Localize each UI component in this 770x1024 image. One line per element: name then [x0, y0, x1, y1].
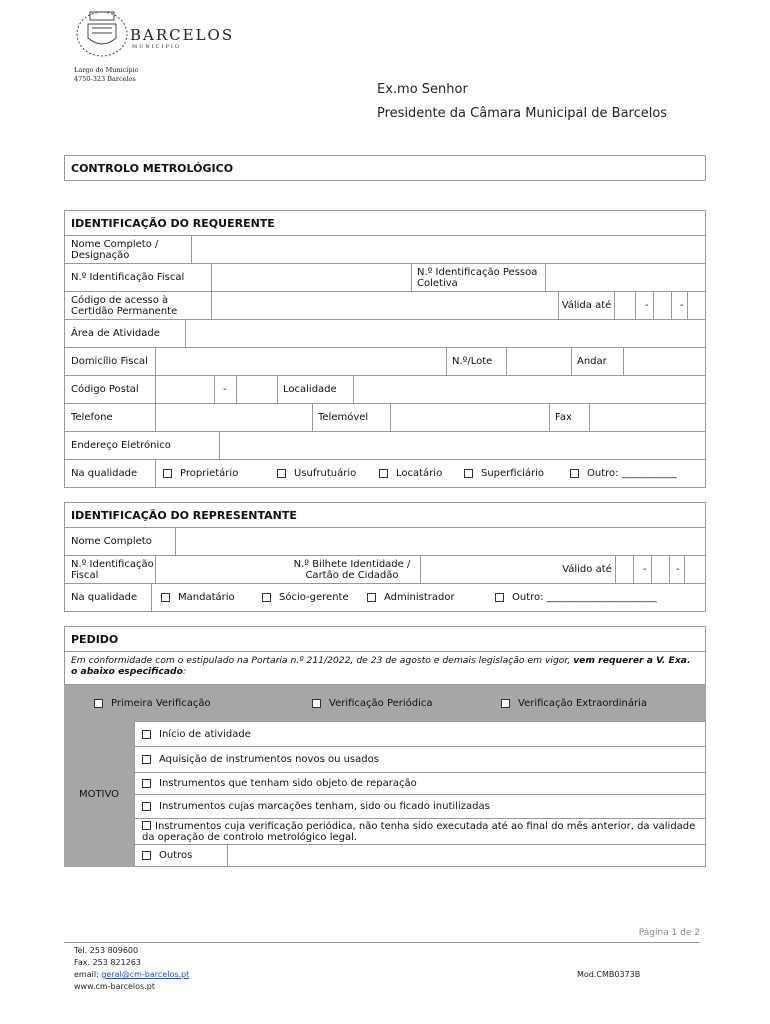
page-number: Página 1 de 2: [638, 928, 700, 938]
footer-tel: Tel. 253 809600: [74, 946, 139, 955]
nome-field[interactable]: [192, 236, 705, 263]
checkbox-icon[interactable]: [163, 469, 172, 478]
motivo-verificacao-periodica-expirada[interactable]: Instrumentos cuja verificação periódica, não tenha sido executada até ao final do mês anterior, da validade da operação de controlo metrológico legal.: [134, 819, 706, 845]
motivo-label: MOTIVO: [64, 721, 134, 867]
rep-bi-field[interactable]: [421, 556, 559, 583]
primeira-verificacao-option[interactable]: Primeira Verificação: [94, 685, 211, 721]
checkbox-icon[interactable]: [142, 779, 151, 788]
rep-socio-gerente-option[interactable]: Sócio-gerente: [256, 584, 349, 611]
form-title: CONTROLO METROLÓGICO: [64, 155, 706, 181]
domicilio-field[interactable]: [156, 348, 446, 375]
checkbox-icon[interactable]: [367, 593, 376, 602]
rep-nif-field[interactable]: [156, 556, 284, 583]
requerente-domicilio-row: [64, 348, 706, 376]
checkbox-icon[interactable]: [501, 699, 510, 708]
checkbox-icon[interactable]: [262, 593, 271, 602]
qualidade-superficiario-option[interactable]: Superficiário: [458, 460, 544, 487]
codigo-acesso-field[interactable]: [212, 292, 558, 319]
logo-subtitle: MUNICÍPIO: [132, 44, 181, 50]
model-code: Mod.CMB0373B: [577, 970, 641, 979]
logo-name: BARCELOS: [130, 26, 235, 44]
codigo-postal-label: Código Postal: [71, 384, 139, 395]
telemovel-field[interactable]: [391, 404, 549, 431]
requerente-certidao-row: Código de acesso à Certidão Permanente Válida até - -: [64, 292, 706, 320]
representante-nome-row: [64, 528, 706, 556]
footer-email-link[interactable]: geral@cm-barcelos.pt: [101, 970, 190, 979]
verificacao-periodica-option[interactable]: Verificação Periódica: [312, 685, 433, 721]
rep-bi-label: N.º Bilhete Identidade / Cartão de Cidadão: [293, 558, 411, 581]
localidade-field[interactable]: [354, 376, 705, 403]
rep-nome-field[interactable]: [176, 528, 705, 555]
codigo-acesso-label: Código de acesso à Certidão Permanente: [71, 294, 178, 317]
motivo-marcacoes-inutilizadas[interactable]: Instrumentos cujas marcações tenham, sido ou ficado inutilizadas: [134, 795, 706, 819]
checkbox-icon[interactable]: [142, 851, 151, 860]
telefone-field[interactable]: [156, 404, 312, 431]
motivo-outros[interactable]: Outros: [134, 845, 706, 867]
rep-nif-label: N.º Identificação Fiscal: [71, 558, 154, 581]
recipient-line-2: Presidente da Câmara Municipal de Barcelos: [377, 106, 668, 121]
area-field[interactable]: [186, 320, 705, 347]
valida-ate-label: Válida até: [561, 300, 612, 311]
rep-nome-label: Nome Completo: [71, 536, 152, 547]
recipient-line-1: Ex.mo Senhor: [377, 82, 468, 97]
qualidade-label: Na qualidade: [71, 468, 138, 479]
domicilio-label: Domicílio Fiscal: [71, 356, 148, 367]
requerente-nif-row: [64, 264, 706, 292]
verificacao-extraordinaria-option[interactable]: Verificação Extraordinária: [501, 685, 647, 721]
lote-label: N.º/Lote: [452, 356, 493, 367]
checkbox-icon[interactable]: [495, 593, 504, 602]
checkbox-icon[interactable]: [142, 755, 151, 764]
rep-outro-option[interactable]: Outro: ______________________: [489, 584, 657, 611]
nome-label: Nome Completo / Designação: [71, 238, 159, 261]
representante-section-title: IDENTIFICAÇÃO DO REPRESENTANTE: [64, 502, 706, 528]
motivo-inicio-atividade[interactable]: Início de atividade: [134, 721, 706, 747]
qualidade-locatario-option[interactable]: Locatário: [373, 460, 442, 487]
checkbox-icon[interactable]: [277, 469, 286, 478]
footer-fax: Fax. 253 821263: [74, 958, 141, 967]
codigo-postal-field[interactable]: [156, 376, 214, 403]
verificacao-options-row: [64, 685, 706, 721]
checkbox-icon[interactable]: [94, 699, 103, 708]
area-label: Área de Atividade: [71, 328, 160, 339]
checkbox-icon[interactable]: [142, 802, 151, 811]
nif-field[interactable]: [212, 264, 411, 291]
requerente-area-row: [64, 320, 706, 348]
telemovel-label: Telemóvel: [318, 412, 369, 423]
checkbox-icon[interactable]: [312, 699, 321, 708]
checkbox-icon[interactable]: [142, 821, 151, 830]
qualidade-usufrutuario-option[interactable]: Usufrutuário: [271, 460, 356, 487]
valida-dia-field[interactable]: [615, 292, 635, 319]
lote-field[interactable]: [507, 348, 571, 375]
footer-web[interactable]: www.cm-barcelos.pt: [74, 982, 155, 991]
motivo-aquisicao[interactable]: Aquisição de instrumentos novos ou usados: [134, 747, 706, 773]
requerente-nome-row: [64, 236, 706, 264]
rep-qualidade-label: Na qualidade: [71, 592, 138, 603]
fax-field[interactable]: [590, 404, 705, 431]
representante-id-row: N.º Identificação Fiscal N.º Bilhete Identidade / Cartão de Cidadão Válido até - -: [64, 556, 706, 584]
andar-field[interactable]: [624, 348, 705, 375]
checkbox-icon[interactable]: [464, 469, 473, 478]
checkbox-icon[interactable]: [161, 593, 170, 602]
requerente-postal-row: Código Postal - Localidade: [64, 376, 706, 404]
qualidade-outro-option[interactable]: Outro: ___________: [564, 460, 677, 487]
email-field[interactable]: [220, 432, 705, 459]
checkbox-icon[interactable]: [570, 469, 579, 478]
rep-administrador-option[interactable]: Administrador: [361, 584, 455, 611]
nif-label: N.º Identificação Fiscal: [71, 272, 185, 283]
rep-valido-ate-label: Válido até: [562, 564, 612, 575]
footer-divider: [64, 942, 700, 943]
qualidade-proprietario-option[interactable]: Proprietário: [157, 460, 238, 487]
checkbox-icon[interactable]: [379, 469, 388, 478]
codigo-postal-ext-field[interactable]: [237, 376, 277, 403]
requerente-email-row: [64, 432, 706, 460]
nipc-field[interactable]: [546, 264, 705, 291]
telefone-label: Telefone: [71, 412, 113, 423]
rep-mandatario-option[interactable]: Mandatário: [155, 584, 235, 611]
requerente-section-title: IDENTIFICAÇÃO DO REQUERENTE: [64, 210, 706, 236]
address-line-1: Largo do Município: [74, 66, 139, 74]
requerente-qualidade-row: [64, 460, 706, 488]
email-label: Endereço Eletrónico: [71, 440, 171, 451]
nipc-label: N.º Identificação Pessoa Coletiva: [417, 266, 538, 289]
fax-label: Fax: [555, 412, 572, 423]
motivo-reparacao[interactable]: Instrumentos que tenham sido objeto de reparação: [134, 773, 706, 795]
requerente-telefone-row: [64, 404, 706, 432]
address-line-2: 4750-323 Barcelos: [74, 75, 136, 83]
checkbox-icon[interactable]: [142, 730, 151, 739]
pedido-section-title: PEDIDO: [64, 626, 706, 652]
localidade-label: Localidade: [283, 384, 337, 395]
pedido-description: Em conformidade com o estipulado na Portaria n.º 211/2022, de 23 de agosto e demais legislação em vigor, vem requerer a V. Exa. o abaixo especificado:: [64, 652, 706, 685]
representante-qualidade-row: [64, 584, 706, 612]
andar-label: Andar: [577, 356, 607, 367]
footer-email: email: geral@cm-barcelos.pt: [74, 970, 190, 979]
